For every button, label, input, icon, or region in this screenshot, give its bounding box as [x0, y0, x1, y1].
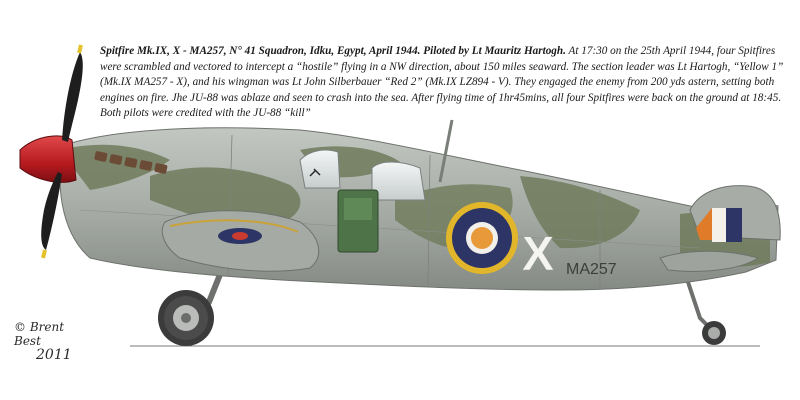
tail-fin	[690, 186, 780, 242]
artist-signature	[14, 320, 94, 362]
artist-year: 2011	[36, 347, 72, 363]
wing-roundel	[218, 228, 262, 244]
artist-name: © Brent Best	[14, 320, 65, 348]
code-letter: X	[522, 228, 555, 281]
serial-number: MA257	[566, 261, 617, 278]
caption-body: At 17:30 on the 25th April 1944, four Spitfires were scrambled and vectored to intercept a “hostile” flying in a NW direction, about 150 miles seaward. The section leader was Lt Hartogh, “Yellow 1” (Mk.IX MA257 - X), and his wingman was Lt John Silberbauer “Red 2” (Mk.IX LZ894 - V). They engaged the enemy from 200 yds astern, setting both engines on fire. Jhe JU-88 was ablaze and seen to crash into the sea. After flying time of 1hr45mins, all four Spitfires were back on the ground at 18:45. Both pilots were credited with the JU-88 “kill”	[100, 45, 784, 119]
tail-wheel	[686, 276, 726, 345]
spinner	[20, 136, 76, 182]
fuselage-roundel	[446, 202, 518, 274]
caption-heading: Spitfire Mk.IX, X - MA257, N° 41 Squadron, Idku, Egypt, April 1944. Piloted by Lt Mauritz Hartogh.	[100, 45, 566, 57]
